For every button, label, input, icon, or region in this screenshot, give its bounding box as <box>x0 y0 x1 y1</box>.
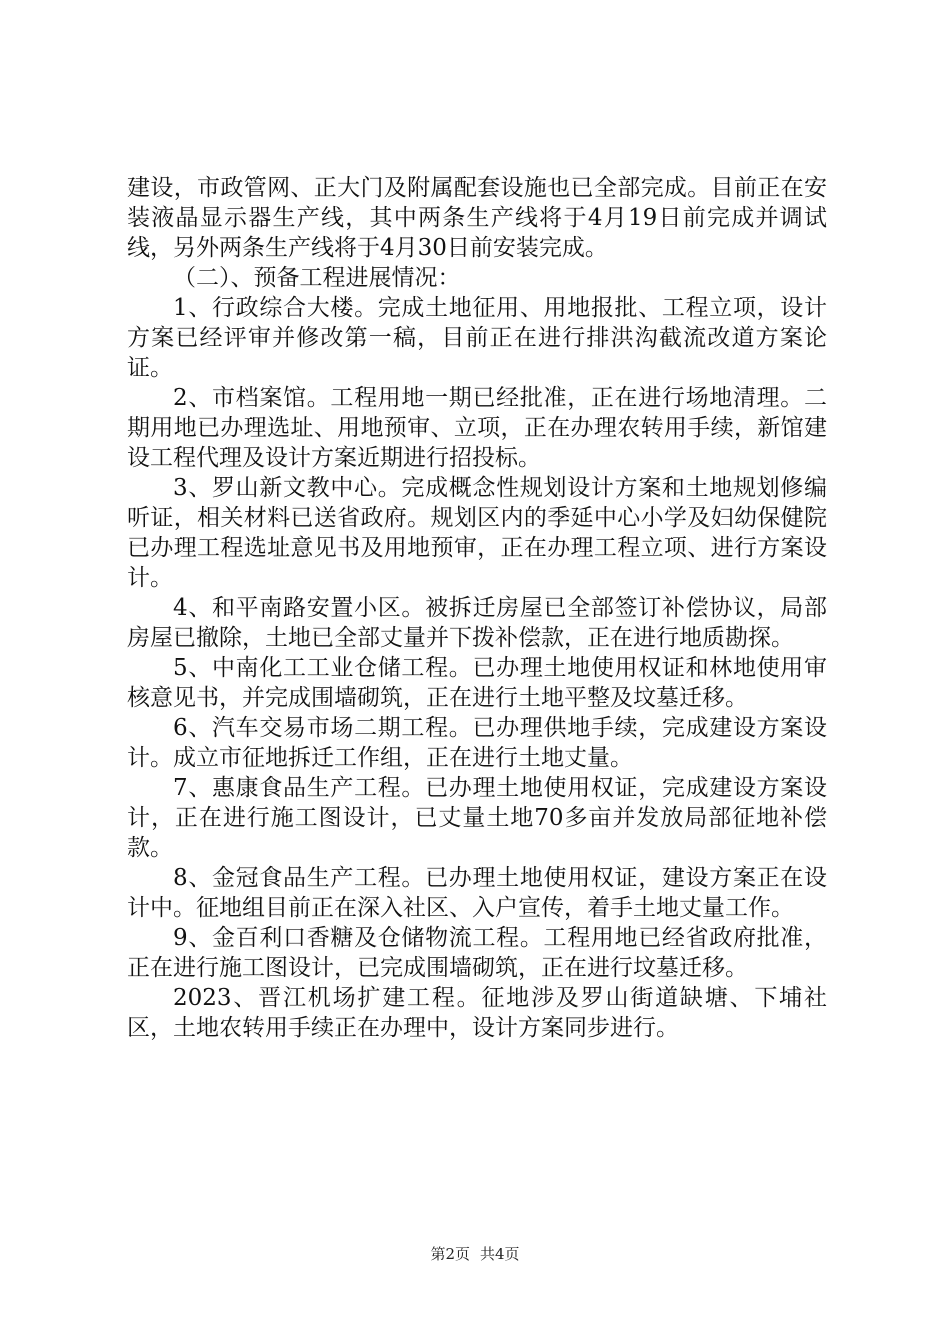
paragraph-item-4: 4、和平南路安置小区。被拆迁房屋已全部签订补偿协议，局部房屋已撤除，土地已全部丈量并下拨补偿款，正在进行地质勘探。 <box>127 595 827 651</box>
page-number: 第2页 <box>430 1245 470 1263</box>
paragraph-item-7: 7、惠康食品生产工程。已办理土地使用权证，完成建设方案设计，正在进行施工图设计，已丈量土地70多亩并发放局部征地补偿款。 <box>127 775 827 861</box>
paragraph-item-9: 9、金百利口香糖及仓储物流工程。工程用地已经省政府批准，正在进行施工图设计，已完成围墙砌筑，正在进行坟墓迁移。 <box>127 925 827 981</box>
paragraph-item-3: 3、罗山新文教中心。完成概念性规划设计方案和土地规划修编听证，相关材料已送省政府。规划区内的季延中心小学及妇幼保健院已办理工程选址意见书及用地预审，正在办理工程立项、进行方案设计。 <box>127 475 827 591</box>
paragraph-continuation: 建设，市政管网、正大门及附属配套设施也已全部完成。目前正在安装液晶显示器生产线，其中两条生产线将于4月19日前完成并调试线，另外两条生产线将于4月30日前安装完成。 <box>127 175 827 261</box>
section-heading: （二）、预备工程进展情况： <box>173 265 461 291</box>
page-total: 共4页 <box>480 1245 520 1263</box>
paragraph-item-2: 2、市档案馆。工程用地一期已经批准，正在进行场地清理。二期用地已办理选址、用地预审、立项，正在办理农转用手续，新馆建设工程代理及设计方案近期进行招投标。 <box>127 385 827 471</box>
paragraph-item-10: 2023、晋江机场扩建工程。征地涉及罗山街道缺塘、下埔社区，土地农转用手续正在办理中，设计方案同步进行。 <box>127 985 827 1041</box>
paragraph-item-8: 8、金冠食品生产工程。已办理土地使用权证，建设方案正在设计中。征地组目前正在深入社区、入户宣传，着手土地丈量工作。 <box>127 865 827 921</box>
page-footer <box>0 1244 950 1264</box>
paragraph-item-6: 6、汽车交易市场二期工程。已办理供地手续，完成建设方案设计。成立市征地拆迁工作组，正在进行土地丈量。 <box>127 715 827 771</box>
paragraph-item-1: 1、行政综合大楼。完成土地征用、用地报批、工程立项，设计方案已经评审并修改第一稿，目前正在进行排洪沟截流改道方案论证。 <box>127 295 827 381</box>
document-body <box>127 173 827 1043</box>
paragraph-item-5: 5、中南化工工业仓储工程。已办理土地使用权证和林地使用审核意见书，并完成围墙砌筑，正在进行土地平整及坟墓迁移。 <box>127 655 827 711</box>
